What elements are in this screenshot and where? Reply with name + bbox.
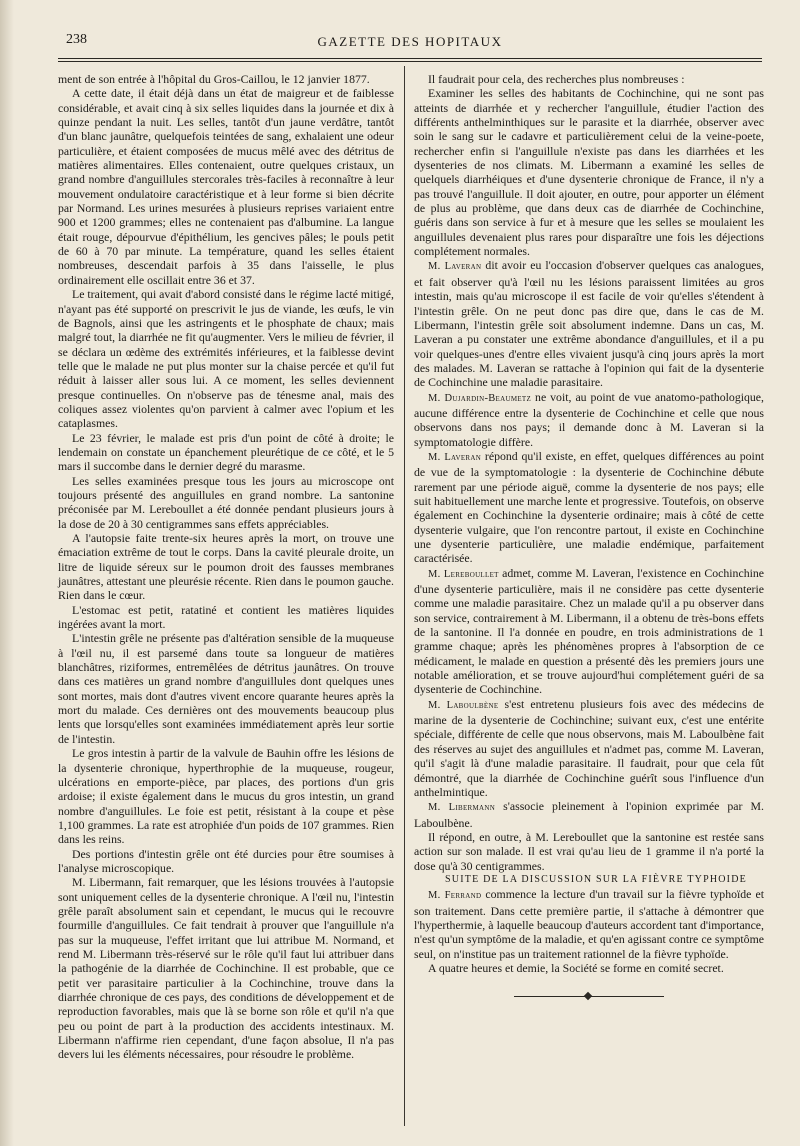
paragraph: A cette date, il était déjà dans un état de maigreur et de faiblesse considérable, et avait cinq à six selles liquides dans la journée et dix à quinze pendant la nuit. Les selles, tantôt d'un jaune verdâtre, tantôt d'un blanc jaunâtre, quelquefois teintées de sang, exhalaient une odeur particulière, et étaient composées de mucus mêlé avec des détritus de matières alimentaires. Elles contenaient, outre quelques cristaux, un grand nombre d'anguillules stercorales très-faciles à reconnaître à leur mouvement ondulatoire caractéristique et à leur forme si bien décrite par Normand. Les urines mesurées à plusieurs reprises variaient entre 900 et 1200 grammes; elles ne contenaient pas d'albumine. La langue était rouge, dépourvue d'épithélium, les gencives pâles; le pouls petit de 60 à 70 par minute. La température, quand les selles étaient nombreuses, descendait parfois à 35 dans l'aisselle, le plus ordinairement elle oscillait entre 36 et 37. <box>58 86 394 287</box>
paragraph-text: admet, comme M. Laveran, l'existence en Cochinchine d'une dysenterie particulière, mais il ne considère pas cette dysenterie comme une maladie parasitaire. Chez un malade qu'il a pu observer dans son service, contrairement à M. Libermann, il a obtenu de très-bons effets de la santonine. Il l'a donnée en poudre, en trois administrations de 1 gramme chaque; après les phénomènes propres à l'absorption de ce médicament, le malade en question a présenté dès les premiers jours une notable amélioration, et se trouve aujourd'hui complétement guéri de sa dysenterie de Cochinchine. <box>414 565 765 697</box>
speaker-paragraph <box>414 697 764 799</box>
right-column <box>414 72 764 1001</box>
page-header <box>58 30 762 60</box>
paragraph-text: s'associe pleinement à l'opinion exprimée par M. Laboulbène. <box>414 799 764 830</box>
speaker-name: M. Ferrand <box>428 890 482 902</box>
paragraph: Le gros intestin à partir de la valvule de Bauhin offre les lésions de la dysenterie chronique, hyperthrophie de la muqueuse, rougeur, ulcérations en emporte-pièce, par places, des portions d'un gris ardoise; il existe également dans le mucus du gros intestin, un grand nombre d'anguillules. Le foie est petit, résistant à la coupe et pèse 1,100 grammes. La rate est atrophiée d'un poids de 107 grammes. Rien dans les reins. <box>58 746 394 847</box>
page-number: 238 <box>66 32 87 47</box>
speaker-paragraph <box>414 566 764 697</box>
paragraph: L'estomac est petit, ratatiné et contient les matières liquides ingérées avant la mort. <box>58 602 394 632</box>
paragraph: L'intestin grêle ne présente pas d'altération sensible de la muqueuse à l'œil nu, il est parsemé dans toute sa longueur de matières blanchâtres, riziformes, entremêlées de détritus jaunâtres. On trouve dans ces matières un grand nombre d'anguillules dont quelques unes sont mortes, mais dont d'autres vivent encore quarante heures après la mort du malade. Ces dernières ont des mouvements beaucoup plus lents que lorsqu'elles sont examinées immédiatement après leur sortie de l'intestin. <box>58 631 394 746</box>
speaker-name: M. Libermann <box>428 802 496 814</box>
speaker-paragraph <box>414 449 764 566</box>
paragraph-text: répond qu'il existe, en effet, quelques différences au point de vue de la symptomatologie : la dysenterie de Cochinchine débute rarement par une période aiguë, comme la dysenterie de nos pays; elle suit habituellement une marche lente et progressive. Toutefois, on observe également en Cochinchine la dysenterie ordinaire; mais à côté de cette dysenterie vulgaire, que l'on rencontre partout, il existe en Cochinchine une dysenterie particulière, une maladie endémique, parfaitement caractérisée. <box>414 448 764 566</box>
paragraph: Il faudrait pour cela, des recherches plus nombreuses : <box>428 72 685 86</box>
speaker-name: M. Lereboullet <box>428 568 499 580</box>
column-divider <box>404 66 405 1126</box>
speaker-name: M. Laveran <box>428 451 482 463</box>
header-rule-thin <box>58 61 762 62</box>
speaker-paragraph <box>414 258 764 389</box>
paragraph: Examiner les selles des habitants de Cochinchine, qui ne sont pas atteints de diarrhée et y rechercher l'anguillule, étudier l'action des différents anthelminthiques sur le parasite et la diarrhée, observer avec soin le sang sur le cadavre et particulièrement celui de la veine-poete, rechercher enfin si l'anguillule n'existe pas dans les diarrhées et les dysenteries de nos climats. M. Libermann a examiné les selles de quelquels diarrhéiques et d'une dysenterie chronique de France, il n'y a pas trouvé l'anguillule. Il doit ajouter, en outre, pour apporter un élément de plus au problème, que dans deux cas de diarrhée de Cochinchine, guéris dans son service à fur et à mesure que les selles se moulaient les anguillules devenaient plus rares pour disparaître une fois les déjections complétement normales. <box>414 86 764 259</box>
speaker-paragraph <box>414 799 764 830</box>
paragraph-text: commence la lecture d'un travail sur la fièvre typhoïde et son traitement. Dans cette première partie, il s'attache à démontrer que l'hyperthermie, à laquelle beaucoup d'auteurs accordent tant d'importance, n'est qu'un symptôme de la maladie, et qu'en agissant contre ce symptôme seul, on n'institue pas un traitement rationnel de la fièvre typhoïde. <box>414 887 764 961</box>
diamond-icon <box>584 992 592 1000</box>
paragraph-text: ne voit, au point de vue anatomo-pathologique, aucune différence entre la dysenterie de Cochinchine et celle que nous observons dans nos pays; il demande donc à M. Laveran si la symptomatologie diffère. <box>414 389 764 449</box>
running-title: GAZETTE DES HOPITAUX <box>317 34 503 49</box>
speaker-name: M. Laveran <box>428 261 482 273</box>
speaker-name: M. Laboulbène <box>428 699 499 711</box>
page-binding-shadow <box>0 0 14 1146</box>
header-rule <box>58 58 762 59</box>
paragraph: Le 23 février, le malade est pris d'un point de côté à droite; le lendemain on constate un épanchement pleurétique de ce côté, et le 5 mars il succombe dans le dernier degré du marasme. <box>58 430 394 474</box>
speaker-paragraph <box>414 390 764 449</box>
paragraph-text: dit avoir eu l'occasion d'observer quelques cas analogues, et fait observer qu'à l'œil nu les lésions paraissent limitées au gros intestin, mais qu'au microscope il est facile de voir qu'elles s'étendent à l'intestin grêle. On ne peut donc pas dire que, dans le cas de M. Libermann, l'intestin grêle soit absolument indemne. Dans un cas, M. Laveran a pu constater une extrême abondance d'anguillules, et il a pu voir quelques-unes d'entre elles vivaient jusqu'à cinq jours après la mort des malades. M. Laveran se rattache à l'opinion qui fait de la dysenterie de Cochinchine une maladie parasitaire. <box>414 258 765 390</box>
paragraph: M. Libermann, fait remarquer, que les lésions trouvées à l'autopsie sont uniquement celles de la dysenterie chronique. A l'œil nu, l'intestin grêle paraît absolument sain et cependant, le mucus qui le recouvre fourmille d'anguillules. Ce fait tendrait à prouver que l'anguillule n'a pas sur la muqueuse, l'effet irritant que lui attribue M. Normand, et rend M. Libermann très-réservé sur le rôle qu'il faut lui attribuer dans la pathogénie de la diarrhée de Cochinchine. Il est probable, que ce petit ver parasitaire particulier à la Cochinchine, trouve dans la diarrhée chronique de ces pays, des conditions de développement et de reproduction favorables, mais que là se borne son rôle et qu'il n'a que peu ou point de part à la production des accidents intestinaux. M. Libermann n'affirme rien cependant, d'une façon absolue, Il n'a pas devers lui les éléments nécessaires, pour résoudre le problème. <box>58 875 394 1062</box>
section-title: SUITE DE LA DISCUSSION SUR LA FIÈVRE TYPHOIDE <box>445 873 747 885</box>
speaker-paragraph <box>414 887 764 961</box>
end-ornament <box>514 993 664 1001</box>
speaker-name: M. Dujardin-Beaumetz <box>428 392 532 404</box>
paragraph: A quatre heures et demie, la Société se forme en comité secret. <box>428 960 724 975</box>
paragraph: Les selles examinées presque tous les jours au microscope ont toujours présenté des anguillules en grand nombre. La santonine préconisée par M. Lereboullet a été donnée pendant plusieurs jours à la dose de 20 à 30 centigrammes sans effets appréciables. <box>58 473 394 531</box>
left-column <box>58 72 394 1062</box>
paragraph: Il répond, en outre, à M. Lereboullet que la santonine est restée sans action sur son malade. Il est vrai qu'au lieu de 1 gramme il n'a porté la dose qu'à 30 centigrammes. <box>414 829 764 873</box>
paragraph: Le traitement, qui avait d'abord consisté dans le régime lacté mitigé, n'ayant pas été supporté on prescrivit le jus de viande, les œufs, le vin de Bagnols, ainsi que les astringents et le phosphate de chaux; mais malgré tout, la diarrhée ne fit qu'augmenter. Vers le milieu de février, il se déclara un œdème des extrémités inférieures, et la faiblesse devint telle que le malade ne put plus monter sur la chaise percée et qu'il fut réduit à laisser aller sous lui. A ce moment, les selles deviennent presque continuelles. On n'observe pas de ténesme anal, mais des coliques assez violentes qu'on parvient à calmer avec l'opium et les cataplasmes. <box>58 287 394 431</box>
paragraph: Des portions d'intestin grêle ont été durcies pour être soumises à l'analyse microscopique. <box>58 846 394 875</box>
paragraph: A l'autopsie faite trente-six heures après la mort, on trouve une émaciation extrême de tout le corps. Dans la cavité pleurale droite, un litre de liquide séreux sur le poumon droit des fausses membranes jaunâtres, attestant une pleurésie récente. Rien dans le poumon gauche. Rien dans le cœur. <box>58 531 394 603</box>
paragraph: ment de son entrée à l'hôpital du Gros-Caillou, le 12 janvier 1877. <box>58 72 370 86</box>
paragraph-text: s'est entretenu plusieurs fois avec des médecins de marine de la dysenterie de Cochinchine; suivant eux, c'est une entérite spéciale, différente de celle que nous observons, mais M. Laboulbène fait des réserves au sujet des anguillules et n'admet pas, comme M. Laveran, qu'il s'agit là d'une maladie parasitaire. Il faudrait, pour que cela fût démontré, que la diarrhée de Cochinchine guérît sous l'influence d'un anthelmintique. <box>414 696 765 799</box>
